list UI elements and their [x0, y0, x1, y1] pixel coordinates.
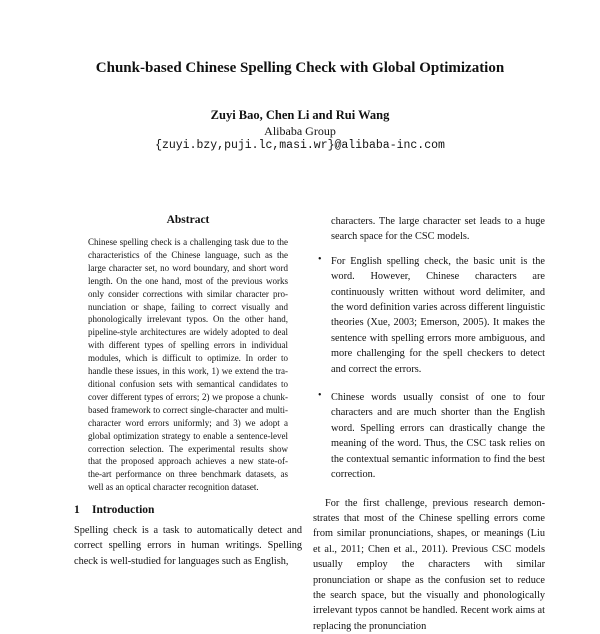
section-title: Introduction	[92, 504, 154, 516]
right-column	[313, 214, 545, 634]
bullet-icon: •	[318, 390, 322, 401]
left-column	[74, 214, 302, 569]
list-item	[313, 254, 545, 377]
abstract-heading: Abstract	[74, 214, 302, 226]
paper-authors: Zuyi Bao, Chen Li and Rui Wang	[0, 108, 600, 123]
introduction-text: Spelling check is a task to automatically detect and correct spelling errors in human writings. Spelling check is well-studied for languages such as English,	[74, 523, 302, 569]
section-heading-introduction	[74, 504, 302, 516]
right-paragraph-text: For the first challenge, previous research demonstrates that most of the Chinese spelling errors come from similar pronunciations, shapes, or meanings (Liu et al., 2011; Chen et al., 2011). Previous CSC models usually employ the characters with similar pronunciation or shape as the confusion set to reduce the search space, but the visually and phonologically irrelevant typos cannot be handled. Recent work aims at replacing the pronunciation	[313, 496, 545, 634]
list-item	[313, 390, 545, 482]
list-item-text: Chinese words usually consist of one to four characters and are much shorter than the English word. Spelling errors can drastically change the meaning of the word. Thus, the CSC task relies on the contextual semantic information to find the best correction.	[331, 390, 545, 482]
section-number: 1	[74, 504, 92, 516]
paper-title: Chunk-based Chinese Spelling Check with Global Optimization	[0, 60, 600, 77]
list-item-text: For English spelling check, the basic unit is the word. However, Chinese characters are continuously written without word delimiter, and the word definition varies across different linguistic theories (Xue, 2003; Emerson, 2005). It makes the sentence with spelling errors more ambiguous, and more challenging for the spell checkers to detect and correct the errors.	[331, 254, 545, 377]
challenge-list	[313, 254, 545, 483]
paper-email: {zuyi.bzy,puji.lc,masi.wr}@alibaba-inc.com	[0, 139, 600, 152]
paper-affiliation: Alibaba Group	[0, 124, 600, 139]
bullet-icon: •	[318, 254, 322, 265]
right-continuation-text: characters. The large character set leads to a huge search space for the CSC models.	[331, 214, 545, 245]
abstract-text: Chinese spelling check is a challenging task due to the characteristics of the Chinese language, such as the large character set, no word boundary, and short word length. On the one hand, most of the previous works only consider corrections with similar character pronunciation or shape, failing to correct visually and phonologically irrelevant typos. On the other hand, pipeline-style architectures are widely adopted to deal with different types of spelling errors in individual modules, which is difficult to optimize. In order to handle these issues, in this work, 1) we extend the traditional confusion sets with semantical candidates to cover different types of errors; 2) we propose a chunk-based framework to correct single-character and multi-character word errors uniformly; and 3) we adopt a global optimization strategy to enable a sentence-level correction selection. The experimental results show that the proposed approach achieves a new state-of-the-art performance on three benchmark datasets, as well as an optical character recognition dataset.	[88, 236, 288, 494]
